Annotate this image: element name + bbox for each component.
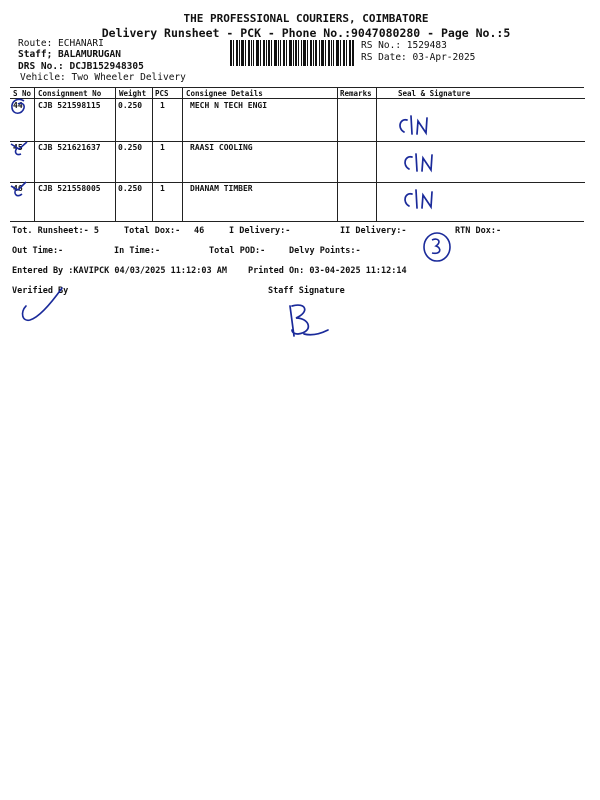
header-pcs: PCS [155, 89, 169, 98]
row-weight: 0.250 [118, 101, 143, 110]
header-consignee: Consignee Details [186, 89, 263, 98]
row-sno: 44 [13, 101, 23, 110]
staff-label: Staff; BALAMURUGAN [18, 49, 121, 60]
rtn-dox: RTN Dox:- [455, 226, 502, 236]
drs-number: DRS No.: DCJB152948305 [18, 61, 144, 72]
total-pod: Total POD:- [209, 246, 266, 256]
tot-runsheet: Tot. Runsheet:- 5 [12, 226, 99, 236]
tick-mark-row-1 [8, 96, 30, 118]
row-pcs: 1 [160, 184, 165, 193]
i-delivery: I Delivery:- [229, 226, 291, 236]
column-divider [34, 87, 35, 221]
printed-on: Printed On: 03-04-2025 11:12:14 [248, 266, 407, 276]
column-divider [337, 87, 338, 221]
row-divider [10, 182, 585, 183]
row-weight: 0.250 [118, 184, 143, 193]
row-consignee: DHANAM TIMBER [190, 184, 253, 193]
signature-row-3 [400, 186, 450, 214]
staff-signature [284, 300, 334, 342]
total-dox-label: Total Dox:- [124, 226, 181, 236]
row-consignee: RAASI COOLING [190, 143, 253, 152]
runsheet-subtitle: Delivery Runsheet - PCK - Phone No.:9047080280 - Page No.:5 [101, 26, 511, 40]
row-sno: 46 [13, 184, 23, 193]
row-consignment: CJB 521621637 [38, 143, 101, 152]
ii-delivery: II Delivery:- [340, 226, 407, 236]
verified-signature [16, 284, 66, 330]
column-divider [152, 87, 153, 221]
entered-by: Entered By :KAVIPCK 04/03/2025 11:12:03 AM [12, 266, 227, 276]
total-dox-value: 46 [194, 226, 205, 236]
in-time: In Time:- [114, 246, 161, 256]
handwritten-count [420, 229, 456, 265]
header-divider [10, 98, 585, 99]
row-divider [10, 141, 585, 142]
header-weight: Weight [119, 89, 147, 98]
row-pcs: 1 [160, 101, 165, 110]
route-label: Route: ECHANARI [18, 38, 104, 49]
runsheet-table [10, 87, 585, 222]
rs-number: RS No.: 1529483 [361, 40, 447, 51]
staff-signature-label: Staff Signature [268, 286, 345, 296]
row-consignee: MECH N TECH ENGI [190, 101, 268, 110]
barcode [230, 40, 354, 66]
signature-row-2 [400, 149, 450, 177]
column-divider [115, 87, 116, 221]
row-weight: 0.250 [118, 143, 143, 152]
column-divider [376, 87, 377, 221]
row-consignment: CJB 521598115 [38, 101, 101, 110]
row-consignment: CJB 521558005 [38, 184, 101, 193]
tick-mark-row-2 [8, 138, 30, 160]
header-seal-signature: Seal & Signature [398, 89, 471, 98]
verified-by: Verified By [12, 286, 69, 296]
header-remarks: Remarks [340, 89, 372, 98]
vehicle-label: Vehicle: Two Wheeler Delivery [20, 72, 186, 83]
tick-mark-row-3 [8, 179, 30, 201]
rs-date: RS Date: 03-Apr-2025 [361, 52, 476, 63]
row-sno: 45 [13, 143, 23, 152]
header-sno: S No [13, 89, 32, 98]
company-title: THE PROFESSIONAL COURIERS, COIMBATORE [183, 12, 429, 25]
header-consignment: Consignment No [38, 89, 102, 98]
column-divider [182, 87, 183, 221]
row-pcs: 1 [160, 143, 165, 152]
signature-row-1 [395, 112, 445, 140]
out-time: Out Time:- [12, 246, 64, 256]
delvy-points: Delvy Points:- [289, 246, 361, 256]
